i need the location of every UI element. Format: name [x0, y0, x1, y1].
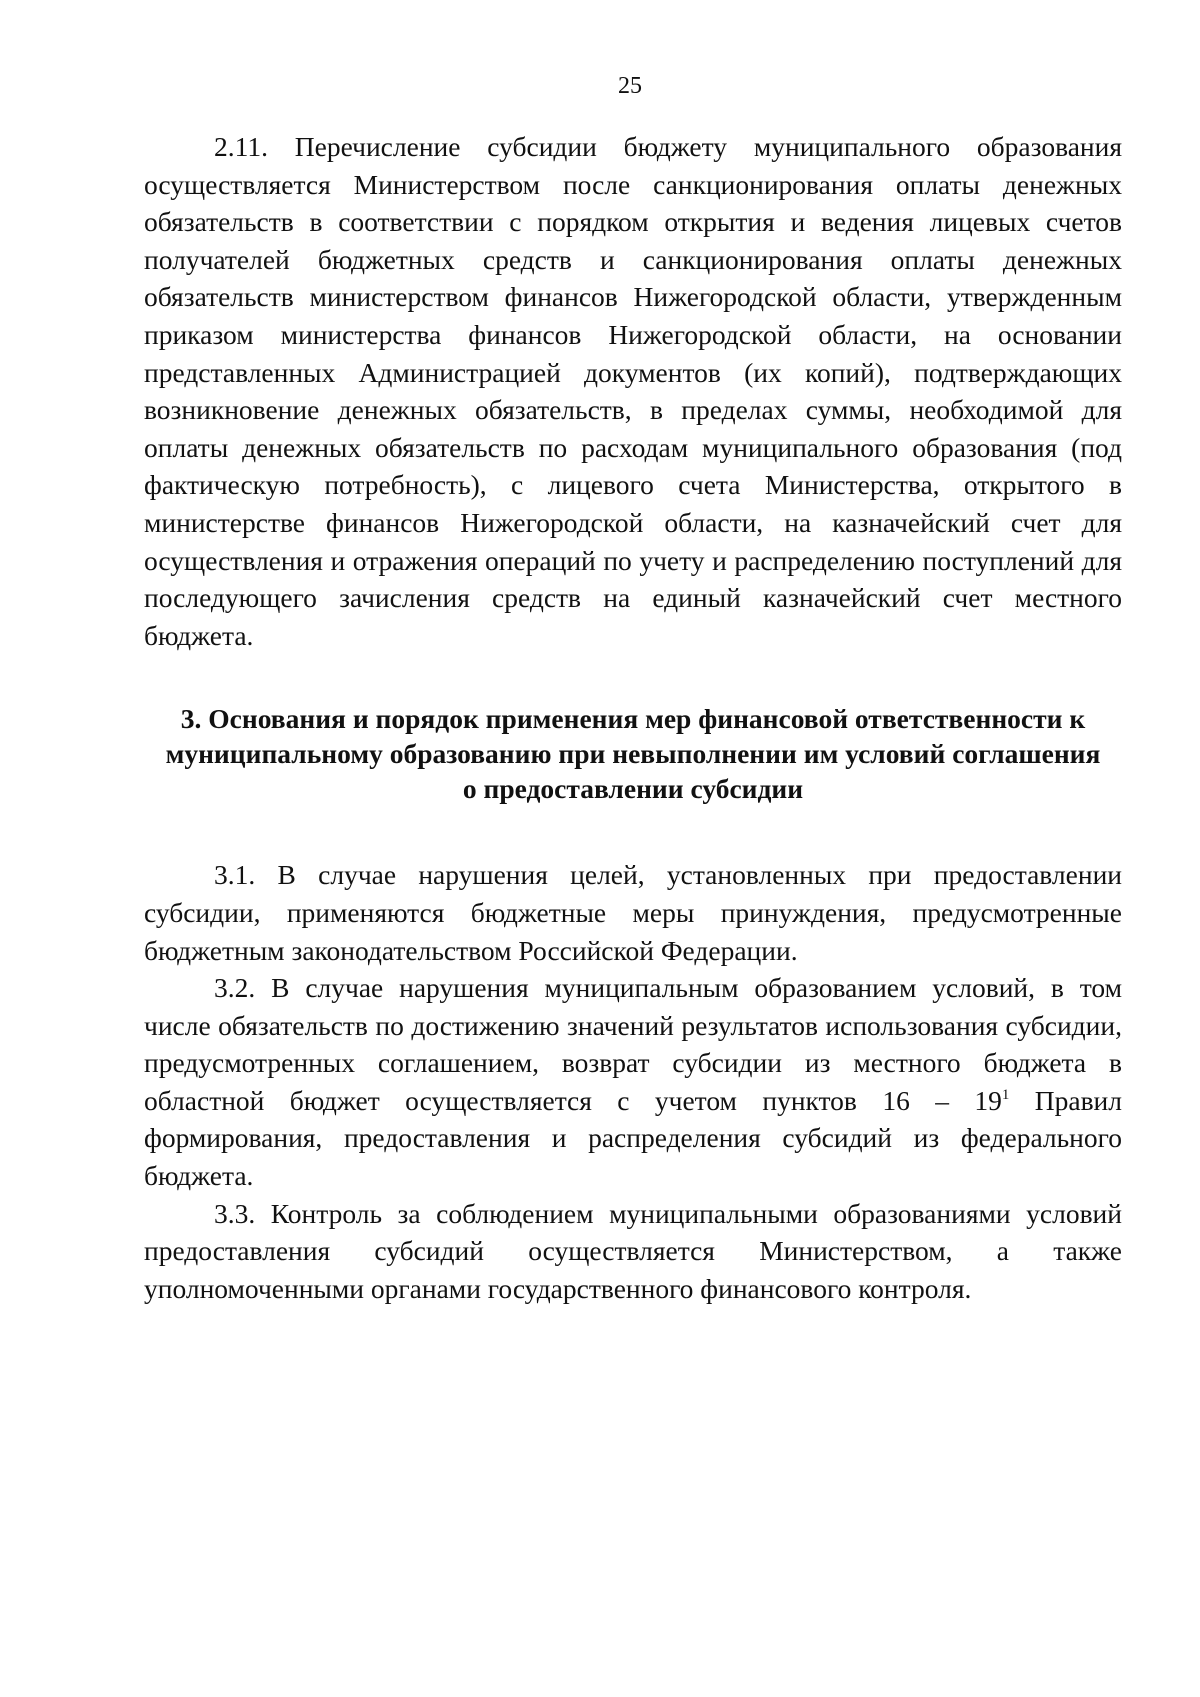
page-number: 25	[618, 73, 642, 99]
section-3-heading-line-1: 3. Основания и порядок применения мер финансовой ответственности к	[180, 703, 1086, 735]
paragraph-3-3: 3.3. Контроль за соблюдением муниципальными образованиями условий предоставления субсидий осуществляется Министерством, а также уполномоченными органами государственного финансового контроля.	[144, 1197, 1122, 1304]
paragraph-3-2-text-after: Правил формирования, предоставления и распределения субсидий из федерального бюджета.	[144, 1084, 1122, 1192]
paragraph-2-11: 2.11. Перечисление субсидии бюджету муниципального образования осуществляется Министерством после санкционирования оплаты денежных обязательств в соответствии с порядком открытия и ведения лицевых счетов получателей бюджетных средств и санкционирования оплаты денежных обязательств министерством финансов Нижегородской области, утвержденным приказом министерства финансов Нижегородской области, на основании представленных Администрацией документов (их копий), подтверждающих возникновение денежных обязательств, в пределах суммы, необходимой для оплаты денежных обязательств по расходам муниципального образования (под фактическую потребность), с лицевого счета Министерства, открытого в министерстве финансов Нижегородской области, на казначейский счет для осуществления и отражения операций по учету и распределению поступлений для последующего зачисления средств на единый казначейский счет местного бюджета.	[144, 131, 1122, 651]
paragraph-3-1: 3.1. В случае нарушения целей, установленных при предоставлении субсидии, применяются бюджетные меры принуждения, предусмотренные бюджетным законодательством Российской Федерации.	[144, 859, 1122, 966]
paragraph-3-2	[144, 969, 1122, 1195]
paragraph-3-2-text-before: 3.2. В случае нарушения муниципальным образованием условий, в том числе обязательств по достижению значений результатов использования субсидии, предусмотренных соглашением, возврат субсидии из местного бюджета в областной бюджет осуществляется с учетом пунктов 16 – 19	[144, 972, 1122, 1116]
section-3-heading-line-2: муниципальному образованию при невыполнении им условий соглашения	[165, 738, 1101, 770]
section-3-heading-line-3: о предоставлении субсидии	[462, 773, 804, 805]
footnote-marker: 1	[1001, 1086, 1010, 1103]
document-body	[144, 128, 1122, 1307]
section-3-heading	[144, 701, 1122, 806]
